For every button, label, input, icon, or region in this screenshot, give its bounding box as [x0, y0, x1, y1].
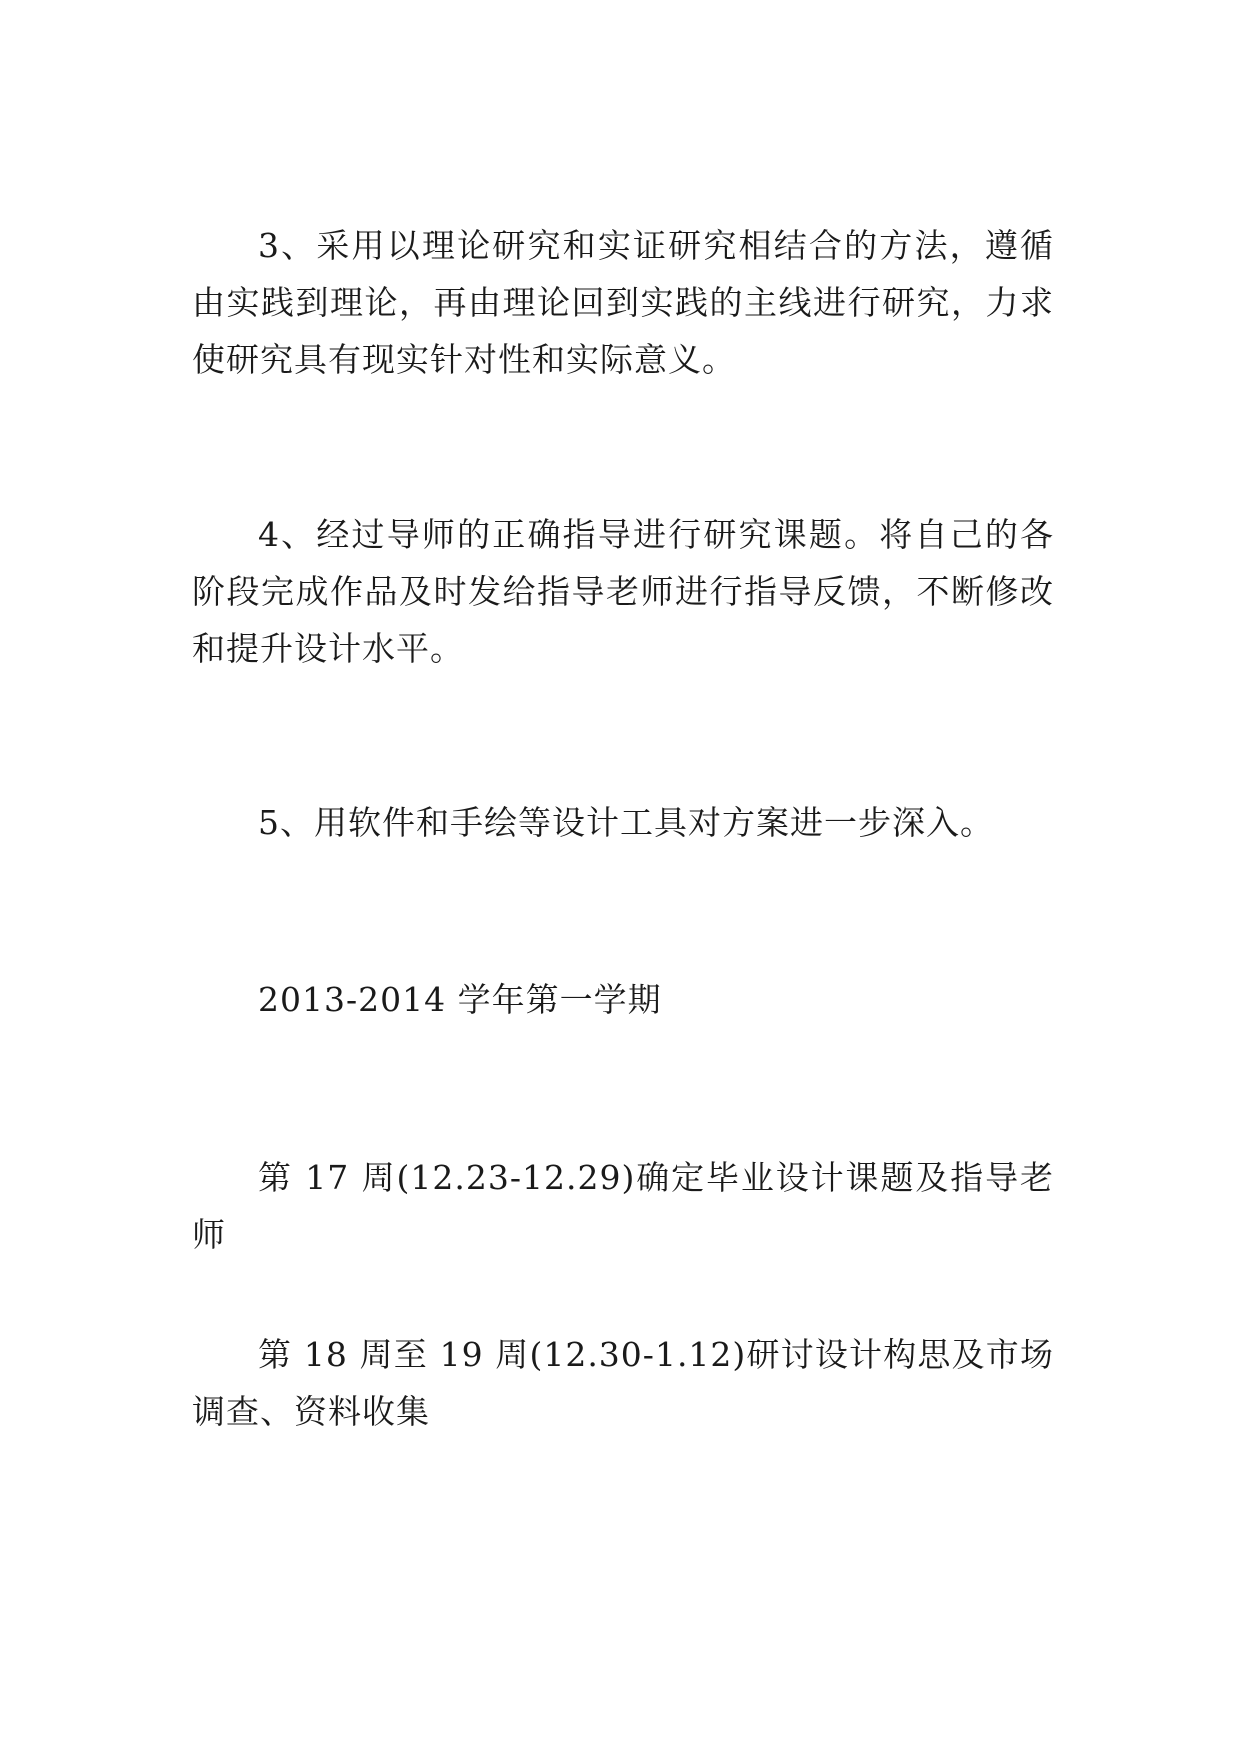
schedule-week-18-19: 第 18 周至 19 周(12.30-1.12)研讨设计构思及市场调查、资料收集 [192, 1335, 1054, 1431]
paragraph-method-3: 3、采用以理论研究和实证研究相结合的方法，遵循由实践到理论，再由理论回到实践的主线进行研究，力求使研究具有现实针对性和实际意义。 [192, 226, 1054, 379]
semester-heading: 2013-2014 学年第一学期 [258, 980, 662, 1019]
paragraph-method-4: 4、经过导师的正确指导进行研究课题。将自己的各阶段完成作品及时发给指导老师进行指导反馈，不断修改和提升设计水平。 [192, 515, 1054, 668]
schedule-week-17: 第 17 周(12.23-12.29)确定毕业设计课题及指导老师 [192, 1158, 1054, 1254]
paragraph-method-5: 5、用软件和手绘等设计工具对方案进一步深入。 [258, 803, 994, 842]
